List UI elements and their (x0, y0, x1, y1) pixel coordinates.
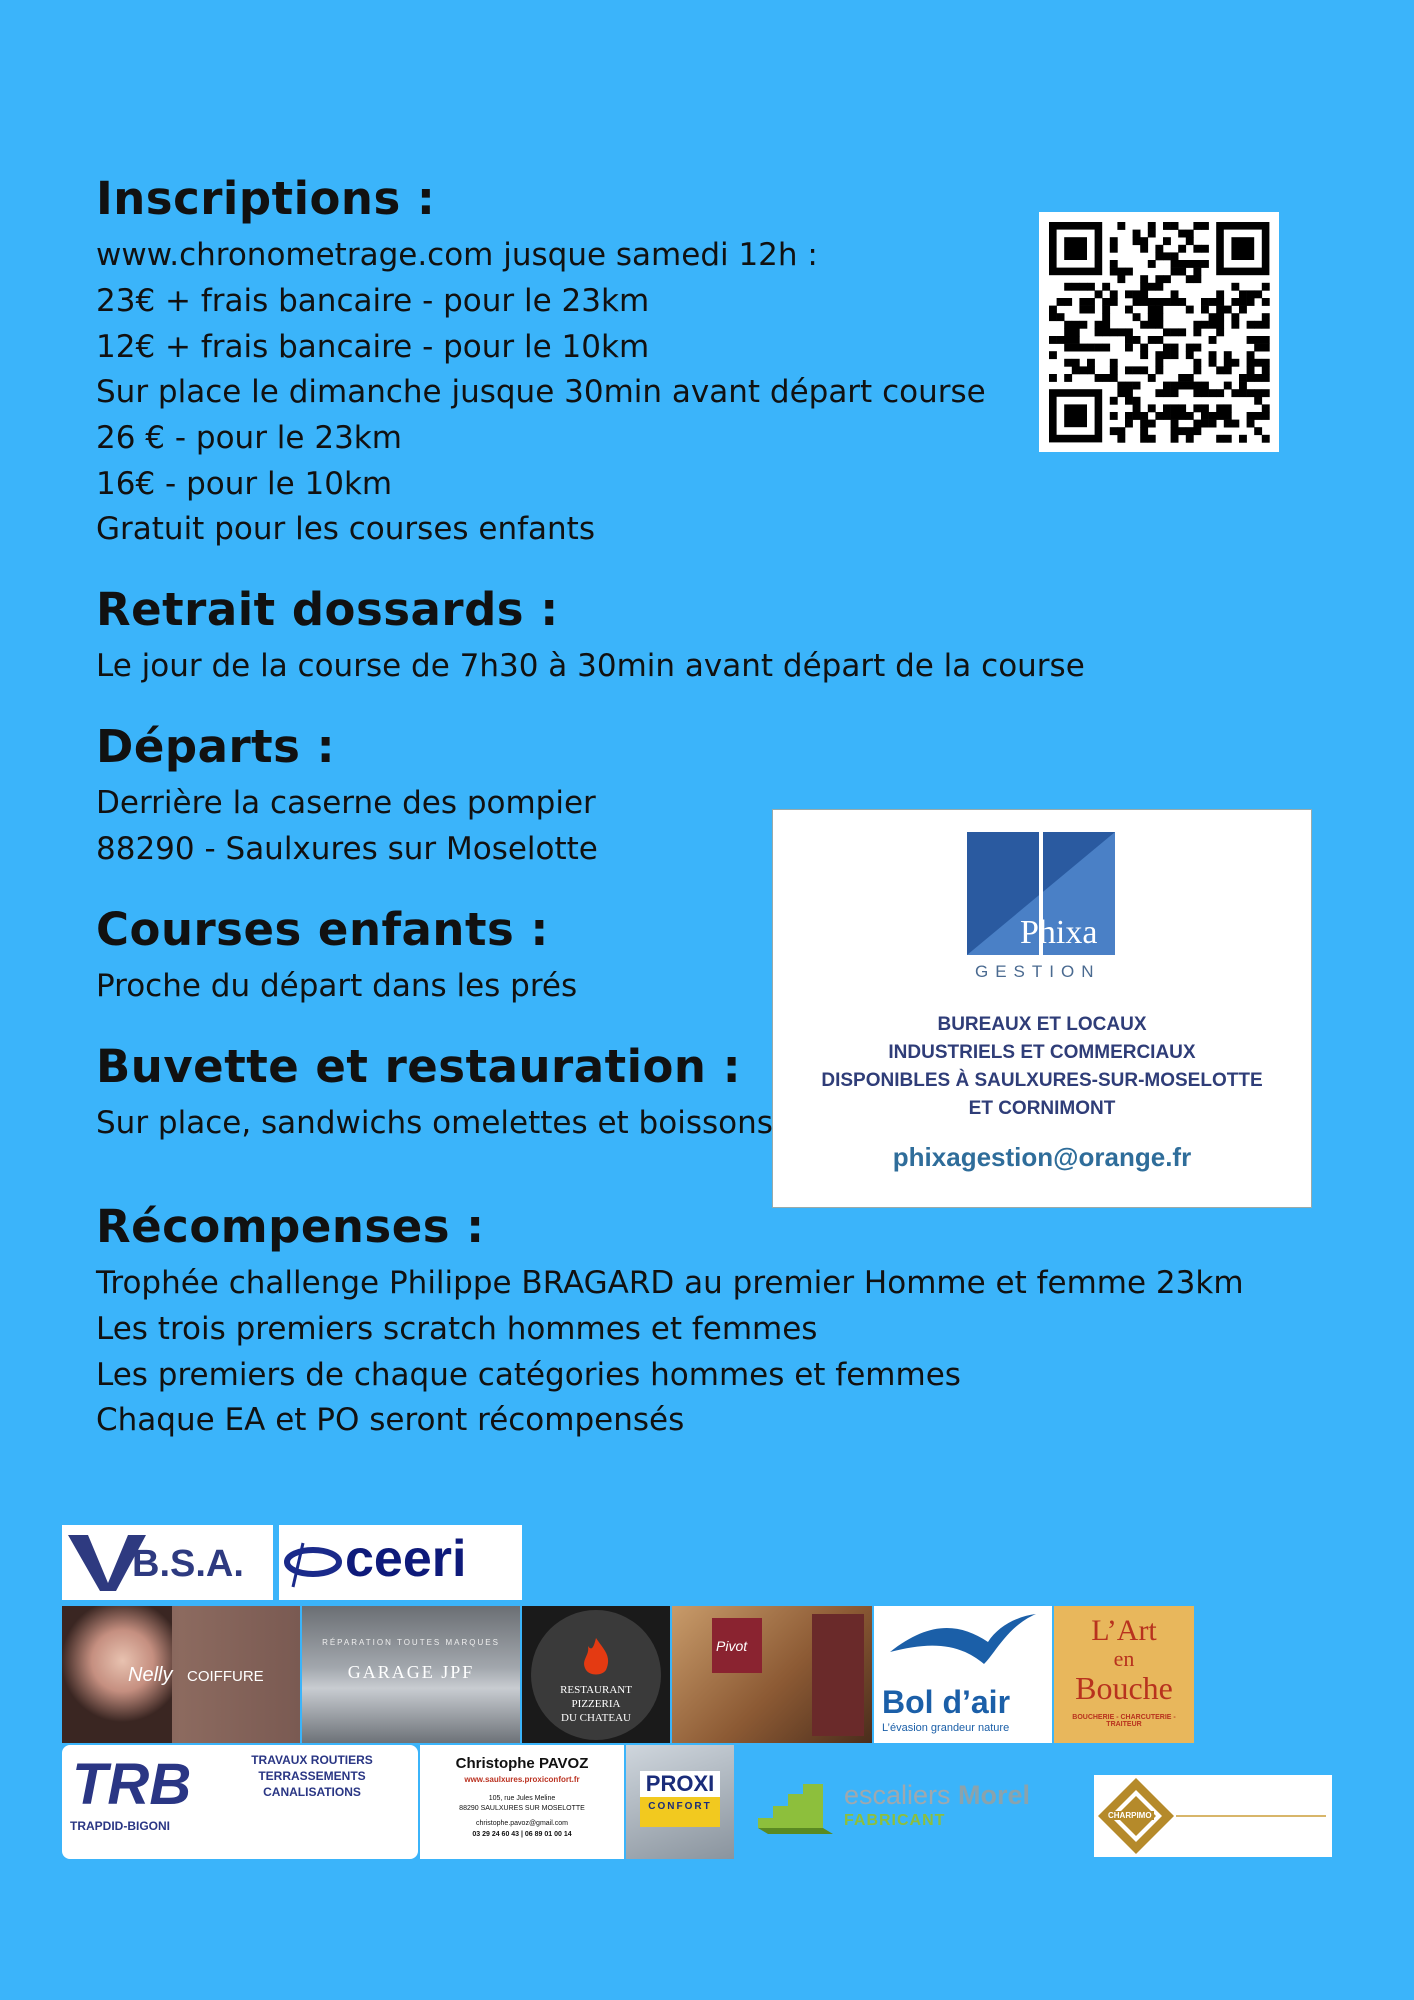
sponsor-proxi-confort-logo (626, 1745, 734, 1859)
flame-icon (576, 1636, 616, 1676)
recompenses-line: Chaque EA et PO seront récompensés (96, 1402, 685, 1438)
retrait-line: Le jour de la course de 7h30 à 30min avant départ de la course (96, 648, 1085, 684)
proxi-sub: CONFORT (648, 1801, 712, 1812)
charpimo-line (1176, 1815, 1326, 1817)
recompenses-line: Les trois premiers scratch hommes et femmes (96, 1311, 818, 1347)
heading-inscriptions: Inscriptions : (96, 172, 436, 225)
recompenses-line: Les premiers de chaque catégories hommes et femmes (96, 1357, 961, 1393)
art-sub: BOUCHERIE - CHARCUTERIE - TRAITEUR (1072, 1714, 1176, 1728)
heading-courses-enfants: Courses enfants : (96, 903, 549, 956)
pivot-menu-panel (812, 1614, 864, 1736)
nelly-name: Nelly (128, 1664, 173, 1686)
morel-name-b: Morel (958, 1780, 1031, 1810)
sponsor-lart-en-bouche-logo (1054, 1606, 1194, 1743)
pavoz-addr: 105, rue Jules Meline (488, 1795, 556, 1802)
heading-buvette: Buvette et restauration : (96, 1040, 742, 1093)
inscriptions-line: 26 € - pour le 23km (96, 420, 402, 456)
inscriptions-line: 16€ - pour le 10km (96, 466, 393, 502)
morel-name-a: escaliers (844, 1780, 959, 1810)
art-line: en (1113, 1646, 1135, 1671)
art-line: Bouche (1075, 1670, 1173, 1706)
inscriptions-line: 12€ + frais bancaire - pour le 10km (96, 329, 650, 365)
trb-line: TERRASSEMENTS (258, 1769, 366, 1783)
phixa-brand-sub: GESTION (975, 962, 1101, 981)
phixa-gestion-ad (773, 810, 1311, 1207)
sponsor-charpimo-logo (1094, 1775, 1332, 1857)
trb-line: TRAVAUX ROUTIERS (251, 1753, 373, 1767)
sponsor-nelly-coiffure-logo (62, 1606, 300, 1743)
inscriptions-line: www.chronometrage.com jusque samedi 12h : (96, 237, 818, 273)
bol-dair-name: Bol d’air (882, 1684, 1011, 1720)
pavoz-mail: christophe.pavoz@gmail.com (476, 1820, 568, 1827)
morel-stairs-icon (748, 1778, 838, 1838)
sponsor-christophe-pavoz-card (420, 1745, 624, 1859)
heading-departs: Départs : (96, 720, 336, 773)
courses-enfants-line: Proche du départ dans les prés (96, 968, 578, 1004)
buvette-line: Sur place, sandwichs omelettes et boissons (96, 1105, 773, 1141)
nelly-sub: COIFFURE (187, 1668, 264, 1685)
phixa-brand: Phixa (1020, 914, 1098, 951)
restaurant-line: PIZZERIA (571, 1698, 621, 1710)
sponsor-garage-jpf-logo (302, 1606, 520, 1743)
proxi-name: PROXI (640, 1771, 720, 1797)
garage-name: GARAGE JPF (347, 1662, 475, 1682)
ceeri-text: ceeri (345, 1530, 467, 1588)
sponsor-escaliers-morel-logo (748, 1776, 1060, 1840)
trb-name: TRB (72, 1752, 192, 1817)
qr-code-image (1039, 212, 1279, 452)
phixa-text-line: INDUSTRIELS ET COMMERCIAUX (888, 1042, 1196, 1063)
pavoz-site: www.saulxures.proxiconfort.fr (464, 1775, 580, 1784)
trb-line: CANALISATIONS (263, 1785, 361, 1799)
phixa-email[interactable]: phixagestion@orange.fr (892, 1142, 1192, 1172)
sponsor-vbsa-logo (62, 1525, 273, 1600)
departs-line: Derrière la caserne des pompier (96, 785, 596, 821)
vbsa-text: B.S.A. (132, 1543, 244, 1585)
departs-line: 88290 - Saulxures sur Moselotte (96, 831, 598, 867)
charpimo-name: CHARPIMO (1108, 1811, 1152, 1820)
art-line: L’Art (1091, 1614, 1157, 1647)
morel-name (844, 1780, 1030, 1811)
sponsor-trb-logo (62, 1745, 418, 1859)
pavoz-name: Christophe PAVOZ (455, 1755, 589, 1772)
qr-code[interactable] (1039, 212, 1279, 452)
heading-retrait-dossards: Retrait dossards : (96, 583, 559, 636)
bol-dair-sub: L’évasion grandeur nature (882, 1722, 1010, 1734)
pivot-name: Pivot (716, 1638, 748, 1654)
bol-dair-bird-icon (888, 1612, 1038, 1672)
phixa-text-line: BUREAUX ET LOCAUX (937, 1014, 1147, 1035)
heading-recompenses: Récompenses : (96, 1200, 485, 1253)
garage-top: RÉPARATION TOUTES MARQUES (322, 1638, 500, 1647)
inscriptions-line: Gratuit pour les courses enfants (96, 511, 595, 547)
phixa-text-line: DISPONIBLES À SAULXURES-SUR-MOSELOTTE (821, 1070, 1263, 1091)
restaurant-line: RESTAURANT (560, 1684, 632, 1696)
restaurant-line: DU CHATEAU (561, 1712, 631, 1724)
inscriptions-line: Sur place le dimanche jusque 30min avant départ course (96, 374, 986, 410)
ceeri-swoosh-icon (283, 1535, 343, 1590)
sponsor-bol-dair-logo (874, 1606, 1052, 1743)
morel-sub: FABRICANT (844, 1812, 946, 1829)
phixa-text-line: ET CORNIMONT (968, 1098, 1116, 1119)
recompenses-line: Trophée challenge Philippe BRAGARD au premier Homme et femme 23km (96, 1265, 1244, 1301)
sponsor-boulangerie-pivot-logo (672, 1606, 872, 1743)
sponsor-restaurant-pizzeria-logo (522, 1606, 670, 1743)
pavoz-city: 88290 SAULXURES SUR MOSELOTTE (459, 1805, 585, 1812)
inscriptions-line: 23€ + frais bancaire - pour le 23km (96, 283, 650, 319)
sponsor-ceeri-logo (279, 1525, 522, 1600)
pavoz-tel: 03 29 24 60 43 | 06 89 01 00 14 (472, 1831, 572, 1838)
trb-sub: TRAPDID-BIGONI (70, 1819, 170, 1833)
